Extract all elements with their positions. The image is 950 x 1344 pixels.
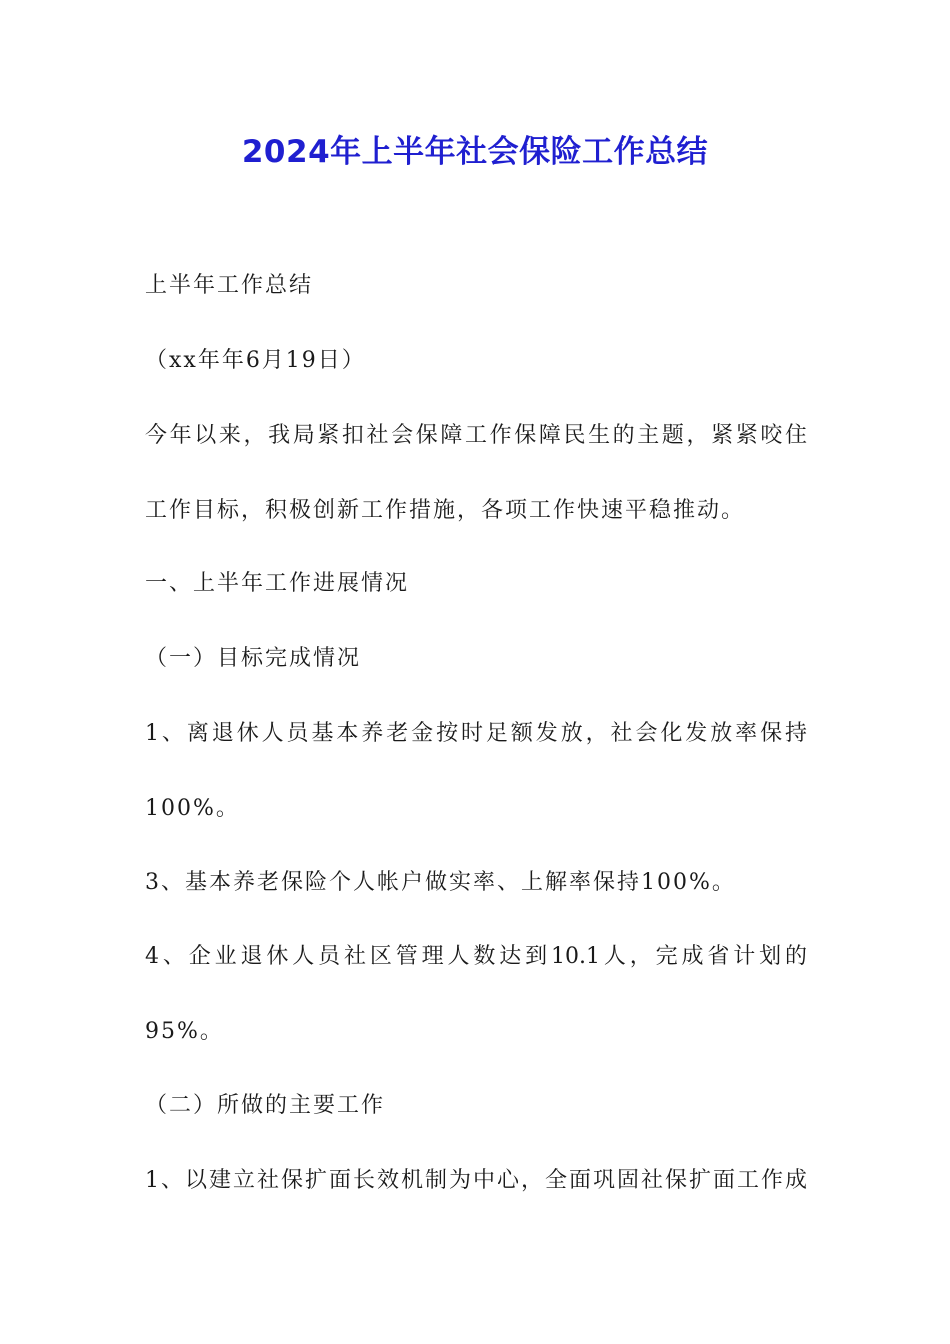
paragraph-line: 工作目标，积极创新工作措施，各项工作快速平稳推动。	[145, 498, 746, 523]
paragraph-line: 今年以来，我局紧扣社会保障工作保障民生的主题，紧紧咬住	[145, 423, 807, 448]
subsection-heading: （一）目标完成情况	[145, 646, 362, 671]
paragraph-line: 95%。	[145, 1019, 224, 1044]
paragraph-line: 4、企业退休人员社区管理人数达到10.1人，完成省计划的	[145, 944, 807, 969]
paragraph-line: 1、离退休人员基本养老金按时足额发放，社会化发放率保持	[145, 721, 807, 746]
paragraph-line: （xx年年6月19日）	[145, 348, 366, 373]
paragraph-line: 3、基本养老保险个人帐户做实率、上解率保持100%。	[145, 870, 736, 895]
subsection-heading: （二）所做的主要工作	[145, 1093, 386, 1118]
section-heading: 一、上半年工作进展情况	[145, 571, 410, 596]
paragraph-line: 上半年工作总结	[145, 273, 314, 298]
paragraph-line: 100%。	[145, 796, 240, 821]
document-title: 2024年上半年社会保险工作总结	[241, 134, 709, 170]
paragraph-line: 1、以建立社保扩面长效机制为中心，全面巩固社保扩面工作成	[145, 1168, 807, 1193]
